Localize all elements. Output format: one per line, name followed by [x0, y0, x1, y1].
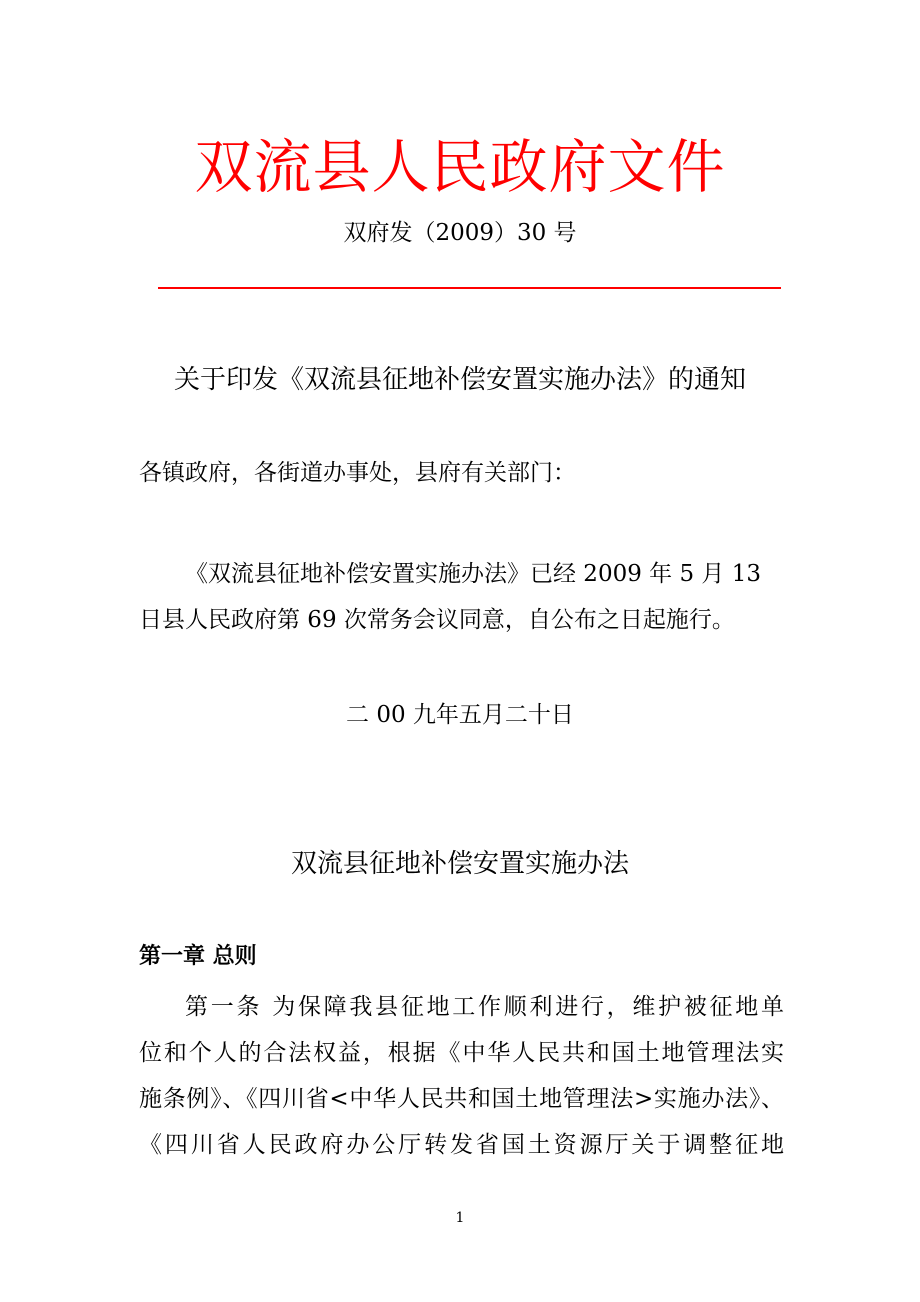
- chapter-heading: 第一章 总则: [139, 944, 257, 969]
- notice-title: 关于印发《双流县征地补偿安置实施办法》的通知: [173, 365, 746, 395]
- article-line: 施条例》、《四川省<中华人民共和国土地管理法>实施办法》、: [139, 1086, 784, 1112]
- article-line: 第一条 为保障我县征地工作顺利进行，维护被征地单: [185, 994, 784, 1020]
- article-line: 《四川省人民政府办公厅转发省国土资源厅关于调整征地: [139, 1132, 784, 1158]
- document-header-title: 双流县人民政府文件: [194, 133, 726, 201]
- red-divider-line: [158, 287, 781, 289]
- document-number: 双府发（2009）30 号: [343, 220, 577, 246]
- notice-paragraph-line: 《双流县征地补偿安置实施办法》已经 2009 年 5 月 13: [185, 561, 761, 587]
- notice-paragraph-line: 日县人民政府第 69 次常务会议同意，自公布之日起施行。: [139, 607, 735, 633]
- page-number: 1: [455, 1210, 465, 1226]
- measures-title: 双流县征地补偿安置实施办法: [290, 849, 629, 879]
- addressees: 各镇政府，各街道办事处，县府有关部门：: [139, 460, 576, 486]
- article-text: [139, 984, 784, 1168]
- issue-date: 二 00 九年五月二十日: [346, 702, 574, 728]
- article-line: 位和个人的合法权益，根据《中华人民共和国土地管理法实: [139, 1040, 784, 1066]
